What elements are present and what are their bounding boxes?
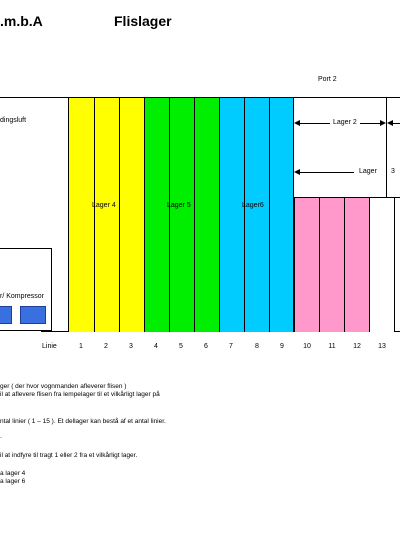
column-number: 9 xyxy=(280,343,284,350)
column-number: 7 xyxy=(229,343,233,350)
lager2-label: Lager 2 xyxy=(333,119,357,126)
lager-label: Lager xyxy=(359,168,377,175)
column-number: 12 xyxy=(353,343,361,350)
note-line: a lager 6 xyxy=(0,478,26,485)
lager2-arrow-left-line xyxy=(300,123,330,124)
column-number: 10 xyxy=(303,343,311,350)
column-number: 13 xyxy=(378,343,386,350)
linie-label: Linie xyxy=(42,343,57,350)
lager3-arrow-line xyxy=(393,123,400,124)
compressor-label: r/ Kompressor xyxy=(0,293,44,300)
arrow-right-icon xyxy=(380,120,386,126)
column-8 xyxy=(244,98,269,332)
lager6-label: Lager6 xyxy=(242,202,264,209)
lager-arrow-line xyxy=(300,172,354,173)
note-line: a lager 4 xyxy=(0,470,26,477)
column-number: 3 xyxy=(129,343,133,350)
lager2-right-border xyxy=(386,98,387,197)
arrow-left-icon xyxy=(294,120,300,126)
note-line: ger ( der hvor vognmanden afleverer flisen ) xyxy=(0,383,127,390)
column-11 xyxy=(319,197,344,332)
column-number: 11 xyxy=(328,343,336,350)
note-line: il at aflevere flisen fra lempelager til et vilkårligt lager på xyxy=(0,391,160,398)
compressor-unit-1 xyxy=(0,306,12,324)
column-3 xyxy=(119,98,144,332)
lager2-bottom-border xyxy=(294,197,400,198)
compressor-unit-2 xyxy=(20,306,46,324)
column-number: 1 xyxy=(79,343,83,350)
column-13 xyxy=(369,197,395,332)
lager4-label: Lager 4 xyxy=(92,202,116,209)
column-10 xyxy=(294,197,319,332)
left-region-label: dingsluft xyxy=(0,117,27,124)
page-title: Flislager xyxy=(114,13,172,29)
column-number: 6 xyxy=(204,343,208,350)
lager5-label: Lager 5 xyxy=(167,202,191,209)
column-number: 8 xyxy=(255,343,259,350)
note-line: . xyxy=(0,433,2,440)
lager2-arrow-right-line xyxy=(360,123,380,124)
column-12 xyxy=(344,197,369,332)
column-number: 2 xyxy=(104,343,108,350)
note-line: ntal linier ( 1 – 15 ). Et dellager kan bestå af et antal linier. xyxy=(0,418,166,425)
column-9 xyxy=(269,98,294,332)
column-5 xyxy=(169,98,194,332)
column-6 xyxy=(194,98,219,332)
column-number: 5 xyxy=(179,343,183,350)
port-label: Port 2 xyxy=(318,76,337,83)
column-2 xyxy=(94,98,119,332)
company-title: .m.b.A xyxy=(0,13,43,29)
note-line: il at indfyre til tragt 1 eller 2 fra et vilkårligt lager. xyxy=(0,452,138,459)
column-7 xyxy=(219,98,244,332)
column-number: 4 xyxy=(154,343,158,350)
column-1 xyxy=(68,98,94,332)
lager3-label: 3 xyxy=(391,168,395,175)
column-4 xyxy=(144,98,169,332)
